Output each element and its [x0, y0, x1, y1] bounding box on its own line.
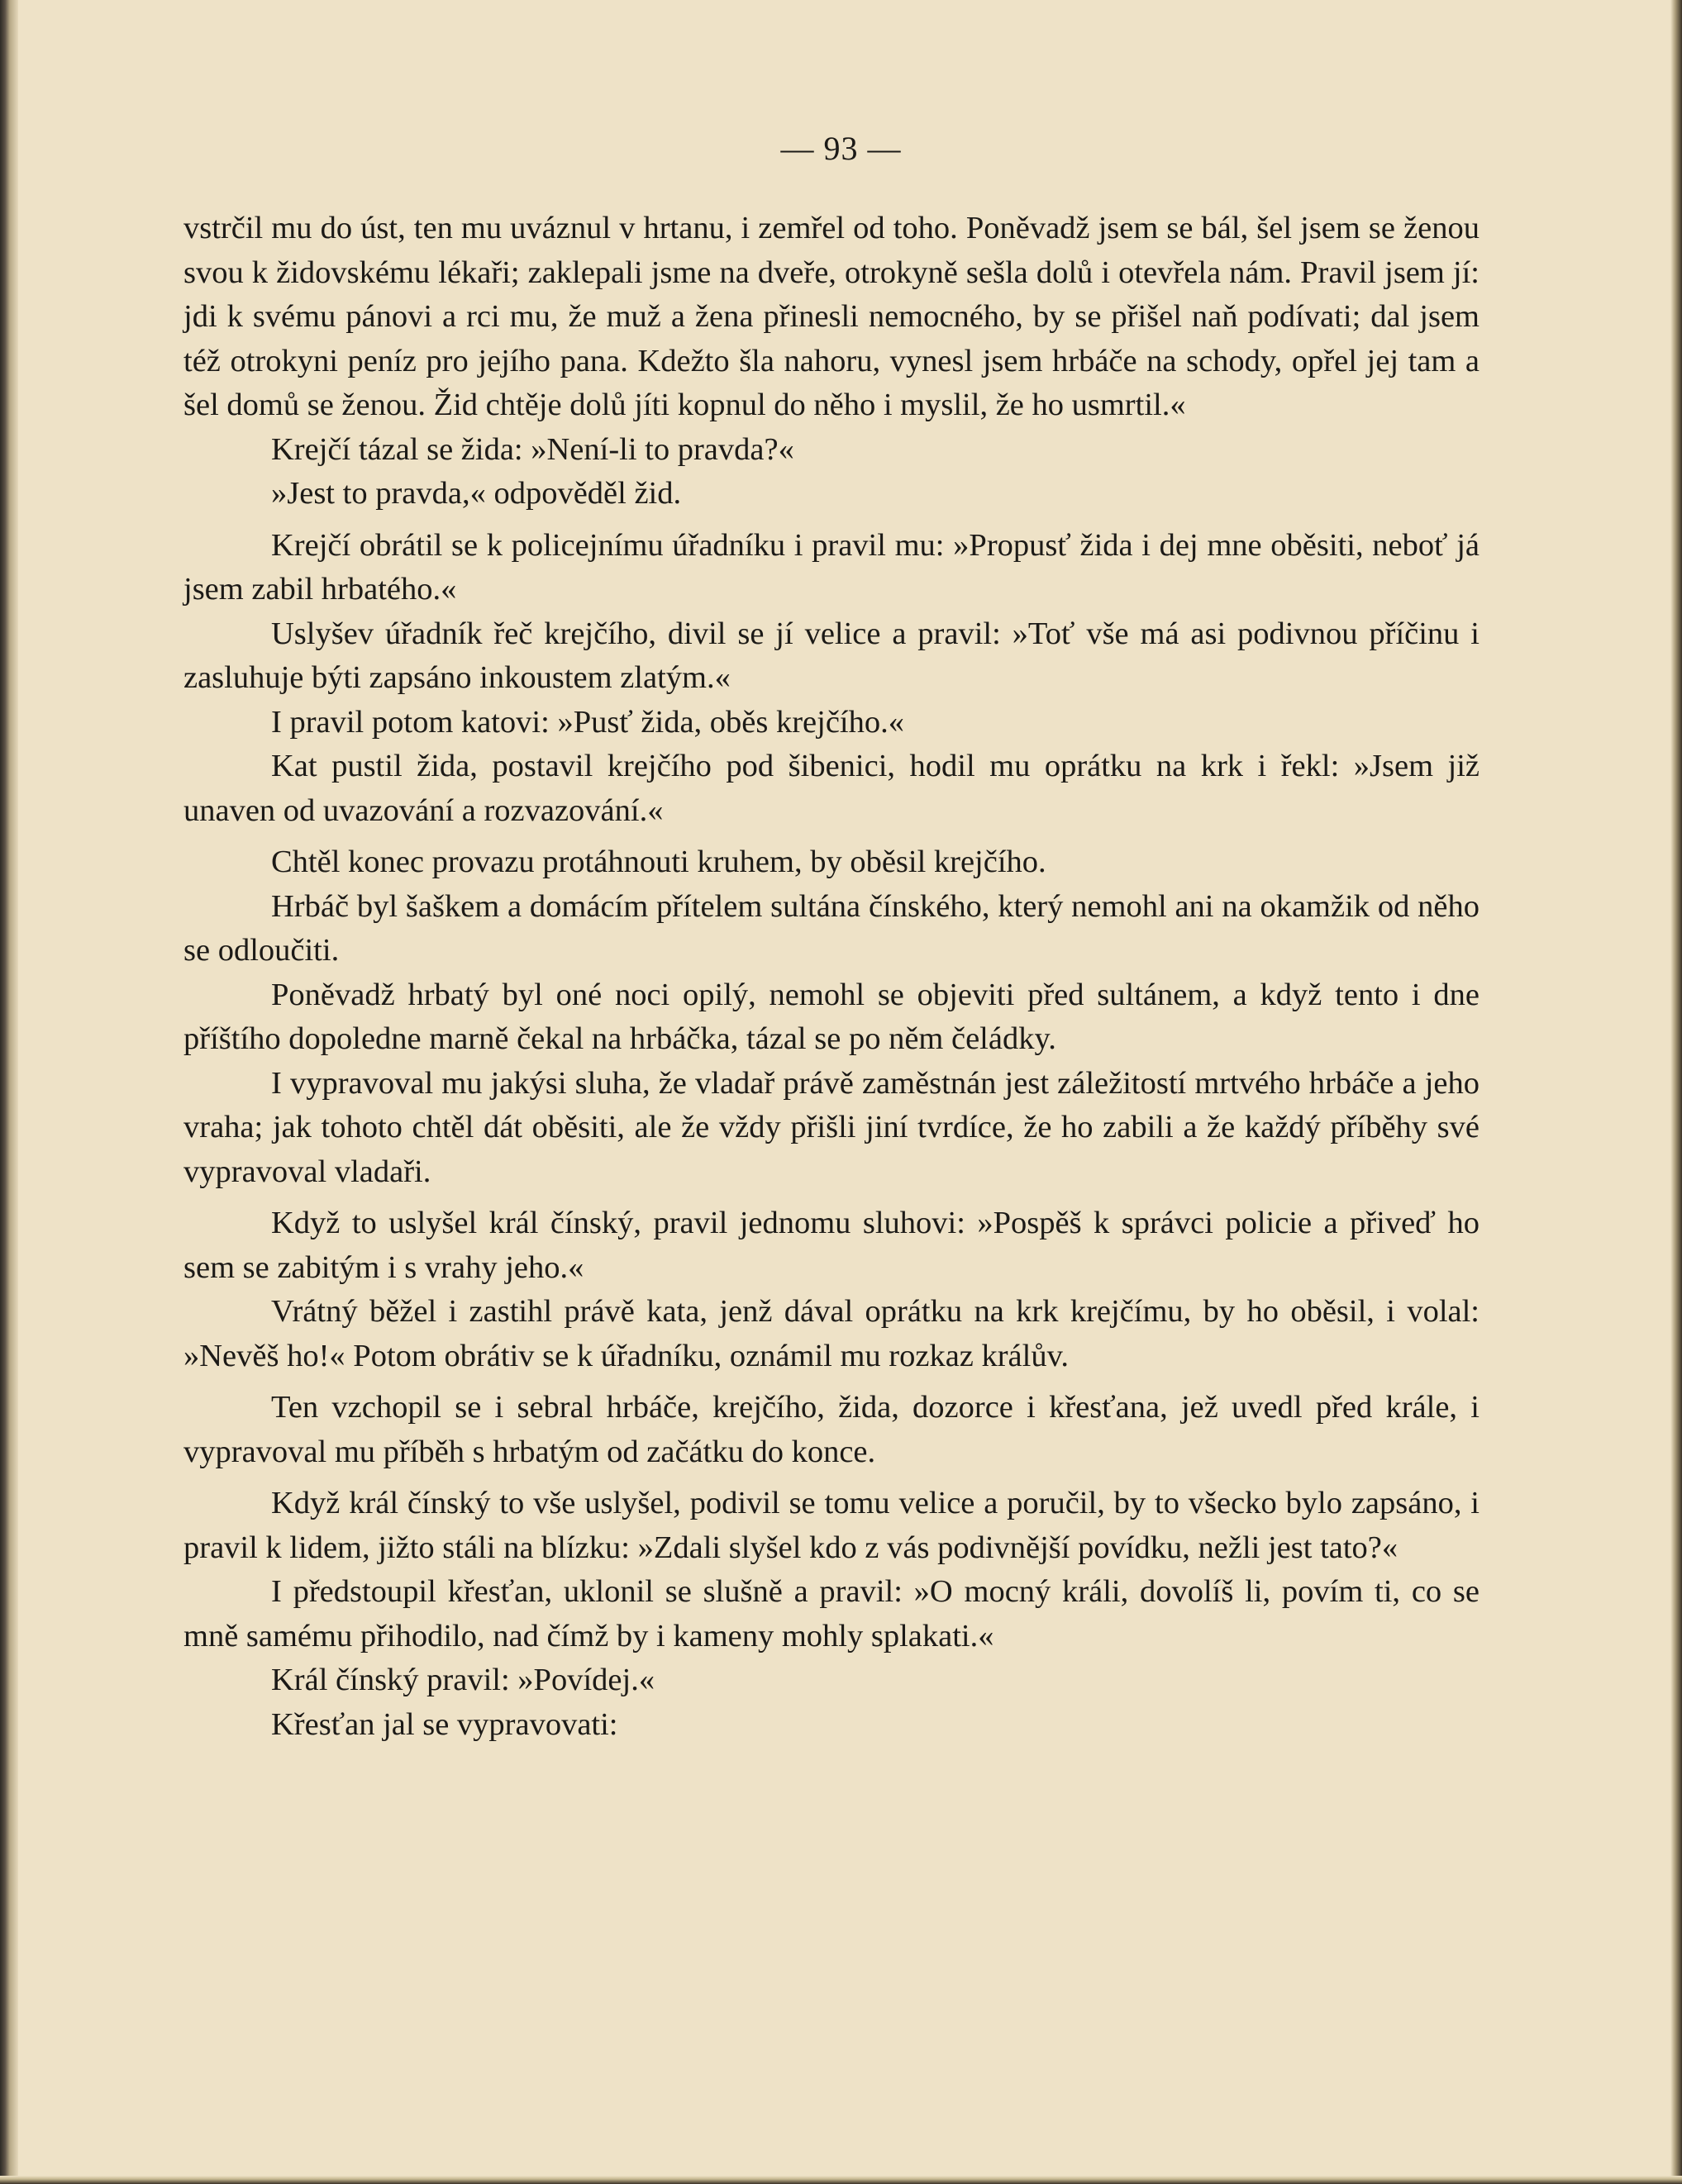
body-text — [183, 207, 1479, 1747]
paragraph: Když král čínský to vše uslyšel, podivil se tomu velice a poručil, by to všecko bylo zapsáno, i pravil k lidem, jižto stáli na blízku: »Zdali slyšel kdo z vás podivnější povídku, nežli jest tato?« — [183, 1486, 1479, 1565]
paragraph: Chtěl konec provazu protáhnouti kruhem, by oběsil krejčího. — [271, 845, 1046, 879]
paragraph: Ten vzchopil se i sebral hrbáče, krejčího, žida, dozorce i křesťana, jež uvedl před krále, i vypravoval mu příběh s hrbatým od začátku do konce. — [183, 1390, 1479, 1469]
paragraph: Křesťan jal se vypravovati: — [271, 1706, 618, 1742]
paragraph: Krejčí tázal se žida: »Není-li to pravda?« — [271, 431, 794, 467]
paragraph: »Jest to pravda,« odpověděl žid. — [271, 476, 682, 511]
paragraph: I pravil potom katovi: »Pusť žida, oběs krejčího.« — [271, 704, 904, 740]
paragraph: Uslyšev úřadník řeč krejčího, divil se jí velice a pravil: »Toť vše má asi podivnou příčinu i zasluhuje býti zapsáno inkoustem zlatým.« — [183, 616, 1479, 695]
paragraph: Když to uslyšel král čínský, pravil jednomu sluhovi: »Pospěš k správci policie a přiveď ho sem se zabitým i s vrahy jeho.« — [183, 1206, 1479, 1285]
paragraph: Kat pustil žida, postavil krejčího pod šibenici, hodil mu oprátku na krk i řekl: »Jsem již unaven od uvazování a rozvazování.« — [183, 749, 1479, 828]
paragraph: Poněvadž hrbatý byl oné noci opilý, nemohl se objeviti před sultánem, a když tento i dne příštího dopoledne marně čekal na hrbáčka, tázal se po něm čeládky. — [183, 977, 1479, 1056]
page-number: — 93 — — [780, 130, 902, 167]
paragraph: Král čínský pravil: »Povídej.« — [271, 1663, 655, 1697]
paragraph: Vrátný běžel i zastihl právě kata, jenž dával oprátku na krk krejčímu, by ho oběsil, i volal: »Nevěš ho!« Potom obrátiv se k úřadníku, oznámil mu rozkaz králův. — [183, 1294, 1479, 1373]
page-edge-bottom — [0, 2176, 1682, 2184]
page-edge-right — [1670, 0, 1682, 2184]
paragraph: I vypravoval mu jakýsi sluha, že vladař právě zaměstnán jest záležitostí mrtvého hrbáče a jeho vraha; jak tohoto chtěl dát oběsiti, ale že vždy přišli jiní tvrdíce, že ho zabili a že každý příběhy své vypravoval vladaři. — [183, 1065, 1479, 1189]
binding-shadow — [0, 0, 18, 2184]
paragraph: Krejčí obrátil se k policejnímu úřadníku i pravil mu: »Propusť žida i dej mne oběsiti, neboť já jsem zabil hrbatého.« — [183, 527, 1479, 607]
paragraph: I předstoupil křesťan, uklonil se slušně a pravil: »O mocný králi, dovolíš li, povím ti, co se mně samému přihodilo, nad čímž by i kameny mohly splakati.« — [183, 1574, 1479, 1653]
paragraph: vstrčil mu do úst, ten mu uváznul v hrtanu, i zemřel od toho. Poněvadž jsem se bál, šel jsem se ženou svou k židovskému lékaři; zaklepali jsme na dveře, otrokyně sešla dolů i otevřela nám. Pravil jsem jí: jdi k svému pánovi a rci mu, že muž a žena přinesli nemocného, by se přišel naň podívati; dal jsem též otrokyni peníz pro jejího pana. Kdežto šla nahoru, vynesl jsem hrbáče na schody, opřel jej tam a šel domů se ženou. Žid chtěje dolů jíti kopnul do něho i myslil, že ho usmrtil.« — [183, 211, 1479, 422]
paragraph: Hrbáč byl šaškem a domácím přítelem sultána čínského, který nemohl ani na okamžik od něho se odloučiti. — [183, 888, 1479, 968]
